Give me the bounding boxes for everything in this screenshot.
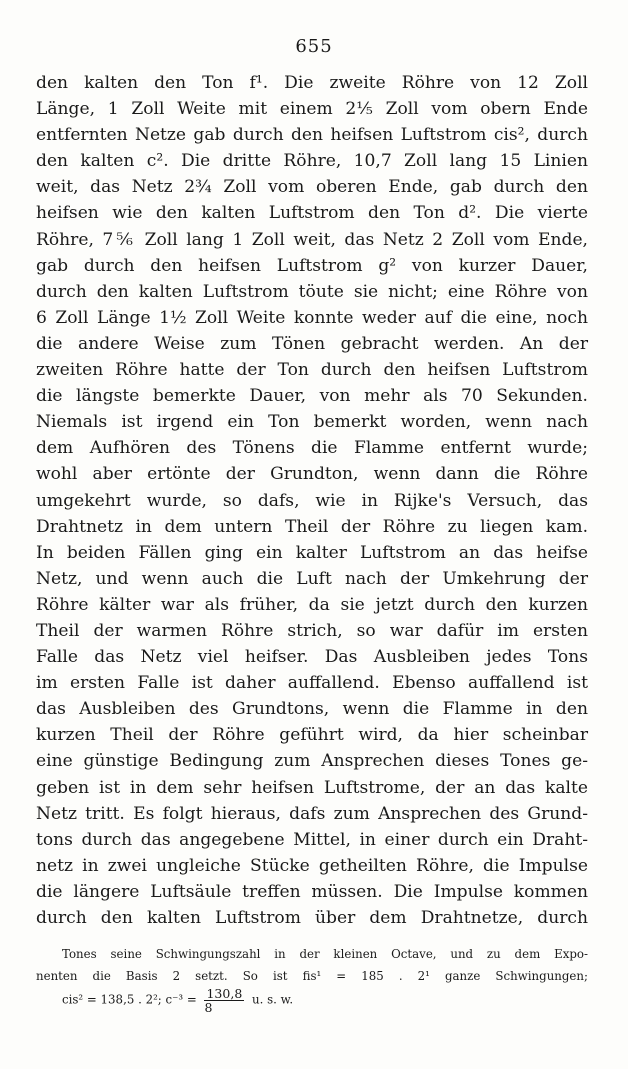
- text-line: den kalten c². Die dritte Röhre, 10,7 Zoll lang 15 Linien: [36, 151, 588, 172]
- text-line: heifsen wie den kalten Luftstrom den Ton d². Die vierte: [36, 203, 588, 224]
- text-line: durch den kalten Luftstrom über dem Drahtnetze, durch: [36, 908, 588, 928]
- text-line: Drahtnetz in dem untern Theil der Röhre zu liegen kam.: [36, 516, 588, 537]
- fraction-denominator: 8: [204, 1000, 213, 1015]
- text-line: den kalten den Ton f¹. Die zweite Röhre von 12 Zoll: [36, 73, 588, 93]
- text-line: zweiten Röhre hatte der Ton durch den heifsen Luftstrom: [36, 360, 588, 381]
- text-line: Niemals ist irgend ein Ton bemerkt worden, wenn nach: [36, 412, 588, 433]
- text-line: Falle das Netz viel heifser. Das Ausbleiben jedes Tons: [36, 647, 588, 668]
- text-line: In beiden Fällen ging ein kalter Luftstrom an das heifse: [36, 542, 588, 563]
- text-line: Netz tritt. Es folgt hieraus, dafs zum Ansprechen des Grund-: [36, 803, 588, 824]
- text-line: umgekehrt wurde, so dafs, wie in Rijke's Versuch, das: [36, 490, 588, 511]
- footnote-line: Tones seine Schwingungszahl in der kleinen Octave, und zu dem Expo-: [62, 947, 588, 961]
- text-line: im ersten Falle ist daher auffallend. Ebenso auffallend ist: [36, 673, 588, 694]
- footnote-line: nenten die Basis 2 setzt. So ist fis¹ = 185 . 2¹ ganze Schwingungen;: [36, 969, 588, 983]
- text-line: weit, das Netz 2¾ Zoll vom oberen Ende, gab durch den: [36, 177, 588, 198]
- fraction: [204, 987, 244, 1014]
- text-line: entfernten Netze gab durch den heifsen Luftstrom cis², durch: [36, 125, 588, 146]
- text-line: kurzen Theil der Röhre geführt wird, da hier scheinbar: [36, 725, 588, 746]
- text-line: dem Aufhören des Tönens die Flamme entfernt wurde;: [36, 438, 588, 459]
- text-line: Länge, 1 Zoll Weite mit einem 2⅕ Zoll vom obern Ende: [36, 99, 588, 120]
- text-line: gab durch den heifsen Luftstrom g² von kurzer Dauer,: [36, 255, 588, 276]
- text-line: tons durch das angegebene Mittel, in einer durch ein Draht-: [36, 829, 588, 850]
- text-line: 6 Zoll Länge 1½ Zoll Weite konnte weder auf die eine, noch: [36, 307, 588, 328]
- text-line: Röhre, 7⅚ Zoll lang 1 Zoll weit, das Netz 2 Zoll vom Ende,: [36, 229, 588, 250]
- text-line: die andere Weise zum Tönen gebracht werden. An der: [36, 333, 588, 354]
- footnote-formula-line: [36, 987, 588, 1014]
- page-number: 655: [295, 36, 333, 57]
- text-line: das Ausbleiben des Grundtons, wenn die Flamme in den: [36, 699, 588, 720]
- footnote-formula-end: u. s. w.: [252, 992, 294, 1007]
- footnote-formula-start: cis² = 138,5 . 2²; c⁻³ =: [62, 992, 197, 1007]
- text-line: geben ist in dem sehr heifsen Luftstrome, der an das kalte: [36, 777, 588, 798]
- text-line: Theil der warmen Röhre strich, so war dafür im ersten: [36, 620, 588, 641]
- text-line: durch den kalten Luftstrom töute sie nicht; eine Röhre von: [36, 281, 588, 302]
- body-text: [36, 70, 588, 931]
- fraction-numerator: 130,8: [206, 986, 243, 1001]
- text-line: wohl aber ertönte der Grundton, wenn dann die Röhre: [36, 464, 588, 485]
- text-line: Netz, und wenn auch die Luft nach der Umkehrung der: [36, 568, 588, 589]
- text-line: netz in zwei ungleiche Stücke getheilten Röhre, die Impulse: [36, 855, 588, 876]
- footnote: [36, 943, 588, 1014]
- text-line: die längste bemerkte Dauer, von mehr als 70 Sekunden.: [36, 386, 588, 407]
- text-line: Röhre kälter war als früher, da sie jetzt durch den kurzen: [36, 594, 588, 615]
- text-line: die längere Luftsäule treffen müssen. Die Impulse kommen: [36, 881, 588, 902]
- text-line: eine günstige Bedingung zum Ansprechen dieses Tones ge-: [36, 751, 588, 772]
